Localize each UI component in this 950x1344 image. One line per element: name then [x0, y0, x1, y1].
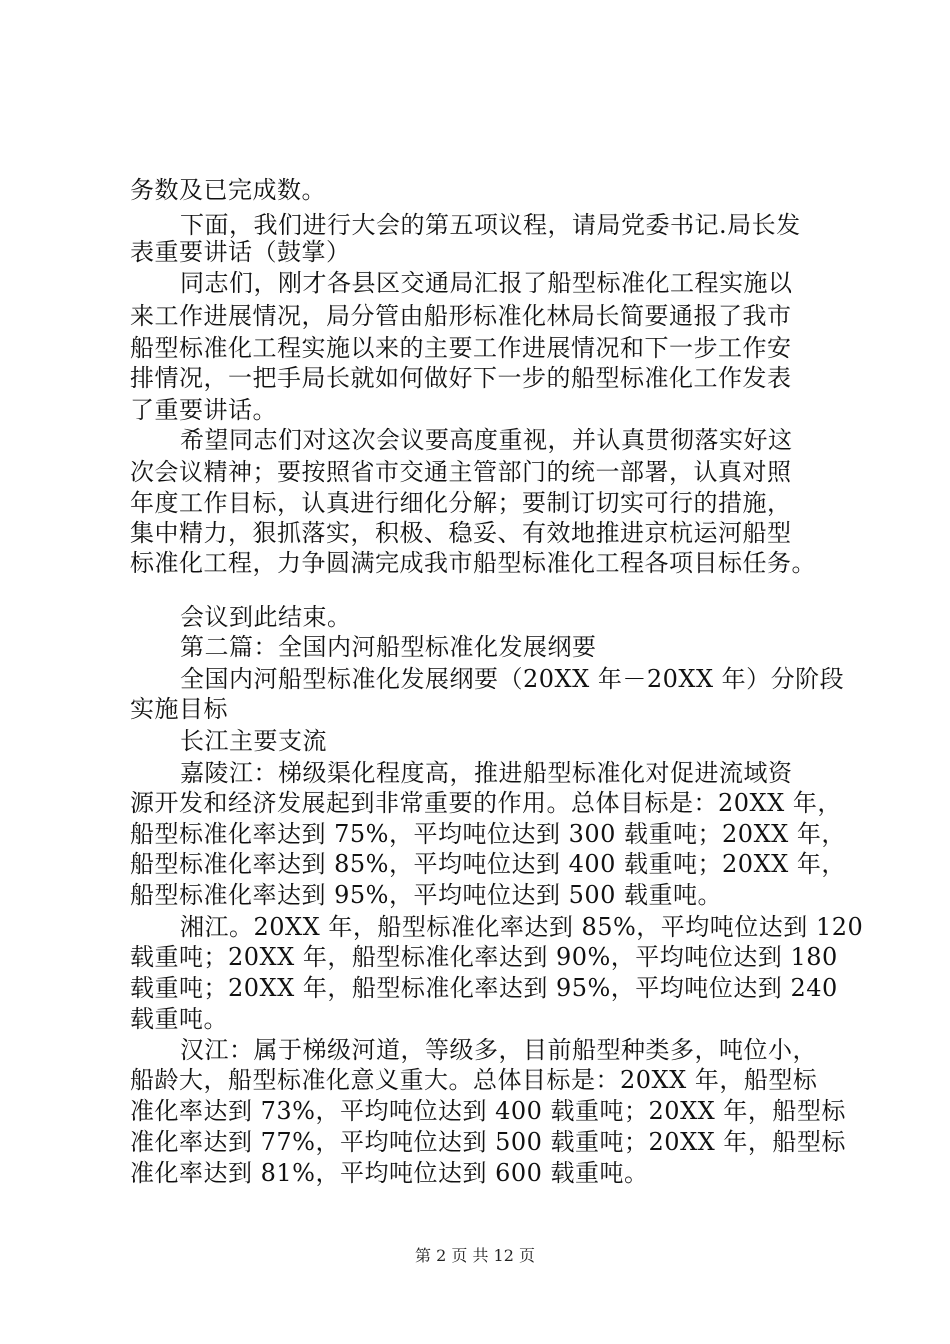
text-line: 下面，我们进行大会的第五项议程，请局党委书记.局长发	[180, 211, 801, 239]
text-line: 全国内河船型标准化发展纲要（20XX 年－20XX 年）分阶段	[180, 665, 845, 693]
text-line: 集中精力，狠抓落实，积极、稳妥、有效地推进京杭运河船型	[130, 519, 792, 547]
text-line: 源开发和经济发展起到非常重要的作用。总体目标是：20XX 年，	[130, 789, 842, 817]
text-line: 长江主要支流	[180, 727, 327, 755]
text-line: 表重要讲话（鼓掌）	[130, 238, 351, 266]
text-line: 希望同志们对这次会议要高度重视，并认真贯彻落实好这	[180, 426, 793, 454]
text-line: 船龄大，船型标准化意义重大。总体目标是：20XX 年，船型标	[130, 1066, 818, 1094]
section-heading: 第二篇：全国内河船型标准化发展纲要	[180, 633, 597, 661]
page-number-footer: 第 2 页 共 12 页	[415, 1246, 535, 1265]
text-line: 务数及已完成数。	[130, 176, 326, 204]
text-line: 了重要讲话。	[130, 396, 277, 424]
text-line: 准化率达到 77%，平均吨位达到 500 载重吨；20XX 年，船型标	[130, 1128, 846, 1156]
text-line: 实施目标	[130, 695, 228, 723]
text-line: 标准化工程，力争圆满完成我市船型标准化工程各项目标任务。	[130, 549, 816, 577]
text-line: 年度工作目标，认真进行细化分解；要制订切实可行的措施，	[130, 489, 792, 517]
text-line: 准化率达到 73%，平均吨位达到 400 载重吨；20XX 年，船型标	[130, 1097, 846, 1125]
text-line: 嘉陵江：梯级渠化程度高，推进船型标准化对促进流域资	[180, 759, 793, 787]
text-line: 船型标准化率达到 85%，平均吨位达到 400 载重吨；20XX 年，	[130, 850, 846, 878]
text-line: 载重吨；20XX 年，船型标准化率达到 95%，平均吨位达到 240	[130, 974, 838, 1002]
text-line: 船型标准化率达到 95%，平均吨位达到 500 载重吨。	[130, 881, 723, 909]
text-line: 船型标准化率达到 75%，平均吨位达到 300 载重吨；20XX 年，	[130, 820, 846, 848]
text-line: 同志们，刚才各县区交通局汇报了船型标准化工程实施以	[180, 269, 793, 297]
text-line: 会议到此结束。	[180, 603, 352, 631]
text-line: 船型标准化工程实施以来的主要工作进展情况和下一步工作安	[130, 334, 792, 362]
text-line: 排情况，一把手局长就如何做好下一步的船型标准化工作发表	[130, 364, 792, 392]
text-line: 来工作进展情况，局分管由船形标准化林局长简要通报了我市	[130, 302, 792, 330]
text-line: 载重吨。	[130, 1005, 228, 1033]
text-line: 准化率达到 81%，平均吨位达到 600 载重吨。	[130, 1159, 649, 1187]
text-line: 湘江。20XX 年，船型标准化率达到 85%，平均吨位达到 120	[180, 913, 864, 941]
text-line: 汉江：属于梯级河道，等级多，目前船型种类多，吨位小，	[180, 1036, 817, 1064]
text-line: 载重吨；20XX 年，船型标准化率达到 90%，平均吨位达到 180	[130, 943, 838, 971]
text-line: 次会议精神；要按照省市交通主管部门的统一部署，认真对照	[130, 458, 792, 486]
